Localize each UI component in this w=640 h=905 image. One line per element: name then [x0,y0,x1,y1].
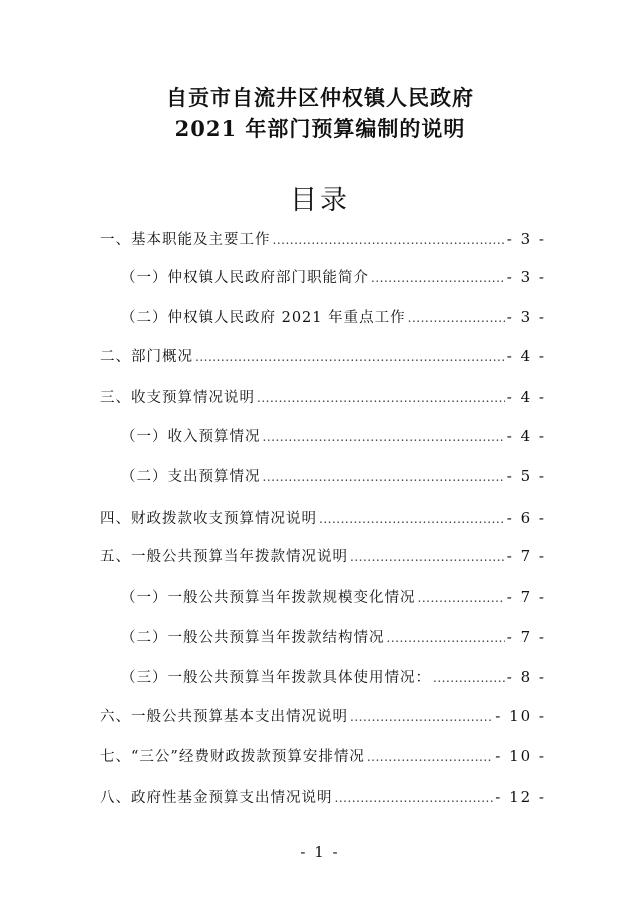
toc-leader-dots [319,512,505,526]
toc-heading: 目录 [290,185,350,216]
toc-entry-5[interactable] [100,545,546,567]
toc-entry-page: - 7 - [506,547,546,565]
toc-entry-page: - 4 - [506,347,546,365]
toc-entry-3[interactable] [100,386,546,408]
toc-leader-dots [350,710,493,724]
toc-leader-dots [335,791,494,805]
toc-entry-7[interactable] [100,745,546,767]
toc-entry-page: - 4 - [506,427,546,445]
toc-entry-2[interactable] [100,345,546,367]
toc-leader-dots [408,311,505,325]
toc-entry-5-2[interactable] [121,626,546,648]
toc-entry-3-2[interactable] [121,465,546,487]
toc-entry-text: 五、一般公共预算当年拨款情况说明 [100,549,348,565]
toc-entry-1-1[interactable] [121,266,546,288]
toc-leader-dots [387,631,505,645]
toc-entry-page: - 3 - [506,230,546,248]
toc-entry-page: - 10 - [495,747,546,765]
toc-entry-5-1[interactable] [121,586,546,608]
toc-leader-dots [367,750,493,764]
toc-entry-page: - 5 - [506,467,546,485]
toc-leader-dots [350,550,505,564]
toc-entry-text: 二、部门概况 [100,349,193,365]
toc-entry-text: 六、一般公共预算基本支出情况说明 [100,709,348,725]
toc-entry-6[interactable] [100,705,546,727]
toc-entry-text: 八、政府性基金预算支出情况说明 [100,790,333,806]
toc-entry-4[interactable] [100,507,546,529]
toc-entry-text: （一）一般公共预算当年拨款规模变化情况 [121,590,416,606]
toc-entry-text: 一、基本职能及主要工作 [100,232,271,248]
toc-entry-text: （一）收入预算情况 [121,429,261,445]
toc-entry-1-2[interactable] [121,306,546,328]
toc-entry-page: - 3 - [506,268,546,286]
toc-entry-5-3[interactable] [121,666,546,688]
toc-leader-dots [263,430,505,444]
toc-entry-text: （二）支出预算情况 [121,469,261,485]
toc-leader-dots [257,391,505,405]
toc-leader-dots [418,591,505,605]
toc-leader-dots [371,271,505,285]
toc-entry-page: - 10 - [495,707,546,725]
toc-leader-dots [195,350,505,364]
toc-entry-text: 三、收支预算情况说明 [100,390,255,406]
toc-entry-text: （二）一般公共预算当年拨款结构情况 [121,630,385,646]
toc-leader-dots [263,470,505,484]
toc-entry-page: - 3 - [506,308,546,326]
toc-entry-page: - 7 - [506,628,546,646]
toc-entry-page: - 12 - [495,788,546,806]
toc-entry-page: - 6 - [506,509,546,527]
document-title-line1: 自贡市自流井区仲权镇人民政府 [166,85,474,110]
document-title-line2: 2021 年部门预算编制的说明 [174,116,466,141]
toc-entry-text: （三）一般公共预算当年拨款具体使用情况： [121,670,431,686]
toc-entry-page: - 7 - [506,588,546,606]
toc-entry-1[interactable] [100,228,546,250]
toc-leader-dots [433,671,505,685]
toc-entry-text: 七、“三公”经费财政拨款预算安排情况 [100,749,365,765]
toc-entry-page: - 8 - [506,668,546,686]
toc-leader-dots [273,233,505,247]
toc-entry-text: （一）仲权镇人民政府部门职能简介 [121,270,369,286]
toc-entry-8[interactable] [100,786,546,808]
toc-entry-3-1[interactable] [121,425,546,447]
page-number: - 1 - [300,843,340,861]
toc-entry-page: - 4 - [506,388,546,406]
toc-entry-text: 四、财政拨款收支预算情况说明 [100,511,317,527]
toc-entry-text: （二）仲权镇人民政府 2021 年重点工作 [121,310,406,326]
